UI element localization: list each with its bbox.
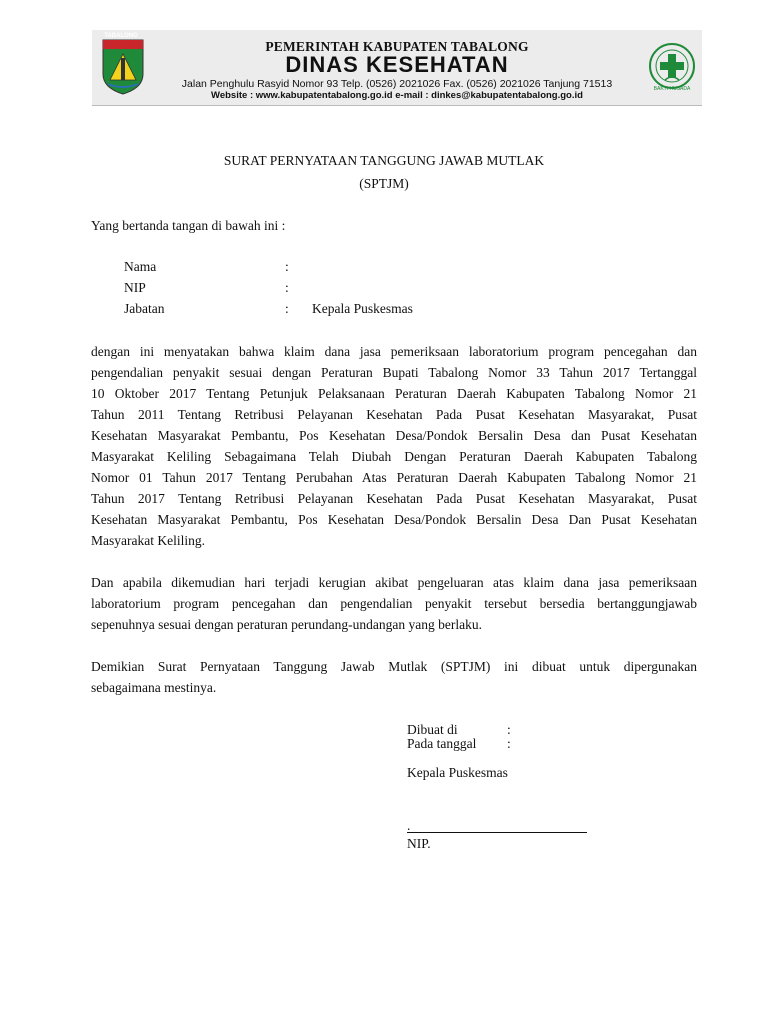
bakti-husada-label: BAKTI HUSADA bbox=[653, 86, 691, 92]
paragraph-line: sepenuhnya sesuai dengan peraturan perundang-undangan yang berlaku. bbox=[91, 617, 482, 632]
paragraph-line: sebagaimana mestinya. bbox=[91, 680, 217, 695]
web-email-line: Website : www.kabupatentabalong.go.id e-mail : dinkes@kabupatentabalong.go.id bbox=[211, 90, 583, 101]
department-name: DINAS KESEHATAN bbox=[285, 52, 509, 77]
emblem-label: TABALONG bbox=[104, 33, 138, 39]
paragraph-line: Kesehatan Masyarakat Pembantu, Pos Kesehatan Desa/Pondok Bersalin Desa Dan Pusat Kesehatan bbox=[91, 512, 697, 527]
paragraph-line: Dan apabila dikemudian hari terjadi kerugian akibat pengeluaran atas klaim dana jasa pemeriksaan bbox=[91, 575, 697, 590]
paragraph-line: Masyarakat Keliling. bbox=[91, 533, 205, 548]
paragraph-line: 10 Oktober 2017 Tentang Petunjuk Pelaksanaan Peraturan Daerah Kabupaten Tabalong Nomor 21 bbox=[91, 386, 697, 401]
liability-paragraph bbox=[91, 572, 697, 635]
paragraph-line: laboratorium program pencegahan dan pengendalian penyakit tersebut bersedia bertanggungjawab bbox=[91, 596, 697, 611]
signature-line-dot: . bbox=[407, 818, 411, 833]
statement-paragraph bbox=[91, 341, 697, 551]
document-title: SURAT PERNYATAAN TANGGUNG JAWAB MUTLAK bbox=[223, 153, 545, 168]
letterhead bbox=[92, 30, 702, 106]
place-colon: : bbox=[507, 722, 511, 737]
field-position-label: Jabatan bbox=[124, 301, 165, 316]
paragraph-line: dengan ini menyatakan bahwa klaim dana jasa pemeriksaan laboratorium program pencegahan dan bbox=[91, 344, 697, 359]
paragraph-line: Nomor 01 Tahun 2017 Tentang Perubahan Atas Peraturan Daerah Kabupaten Tabalong Nomor 21 bbox=[91, 470, 697, 485]
signature-date bbox=[407, 736, 511, 752]
signature-line bbox=[407, 818, 587, 833]
intro-text: Yang bertanda tangan di bawah ini : bbox=[91, 218, 286, 233]
paragraph-line: Tahun 2011 Tentang Retribusi Pelayanan Kesehatan Pada Pusat Kesehatan Masyarakat, Pusat bbox=[91, 407, 697, 422]
place-label: Dibuat di bbox=[407, 722, 458, 737]
field-nip-label: NIP bbox=[124, 280, 146, 295]
address-line: Jalan Penghulu Rasyid Nomor 93 Telp. (0526) 2021026 Fax. (0526) 2021026 Tanjung 71513 bbox=[181, 78, 613, 90]
closing-paragraph bbox=[91, 656, 697, 698]
paragraph-line: Masyarakat Keliling Sebagaimana Telah Diubah Dengan Peraturan Daerah Kabupaten Tabalong bbox=[91, 449, 697, 464]
date-label: Pada tanggal bbox=[407, 736, 477, 751]
date-colon: : bbox=[507, 736, 511, 751]
field-name-label: Nama bbox=[124, 259, 157, 274]
paragraph-line: Tahun 2017 Tentang Retribusi Pelayanan Kesehatan Pada Pusat Kesehatan Masyarakat, Pusat bbox=[91, 491, 697, 506]
signer-position: Kepala Puskesmas bbox=[407, 765, 508, 780]
paragraph-line: Demikian Surat Pernyataan Tanggung Jawab Mutlak (SPTJM) ini dibuat untuk dipergunakan bbox=[91, 659, 697, 674]
field-position-value: Kepala Puskesmas bbox=[312, 301, 413, 316]
field-position-colon: : bbox=[285, 301, 289, 316]
field-name-colon: : bbox=[285, 259, 289, 274]
signer-nip-label: NIP. bbox=[407, 836, 431, 851]
paragraph-line: pengendalian penyakit sesuai dengan Peraturan Bupati Tabalong Nomor 33 Tahun 2017 Tertanggal bbox=[91, 365, 697, 380]
paragraph-line: Kesehatan Masyarakat Pembantu, Pos Kesehatan Desa/Pondok Bersalin Desa dan Pusat Kesehatan bbox=[91, 428, 697, 443]
document-subtitle: (SPTJM) bbox=[359, 176, 409, 191]
government-name: PEMERINTAH KABUPATEN TABALONG bbox=[265, 39, 529, 54]
field-nip-colon: : bbox=[285, 280, 289, 295]
